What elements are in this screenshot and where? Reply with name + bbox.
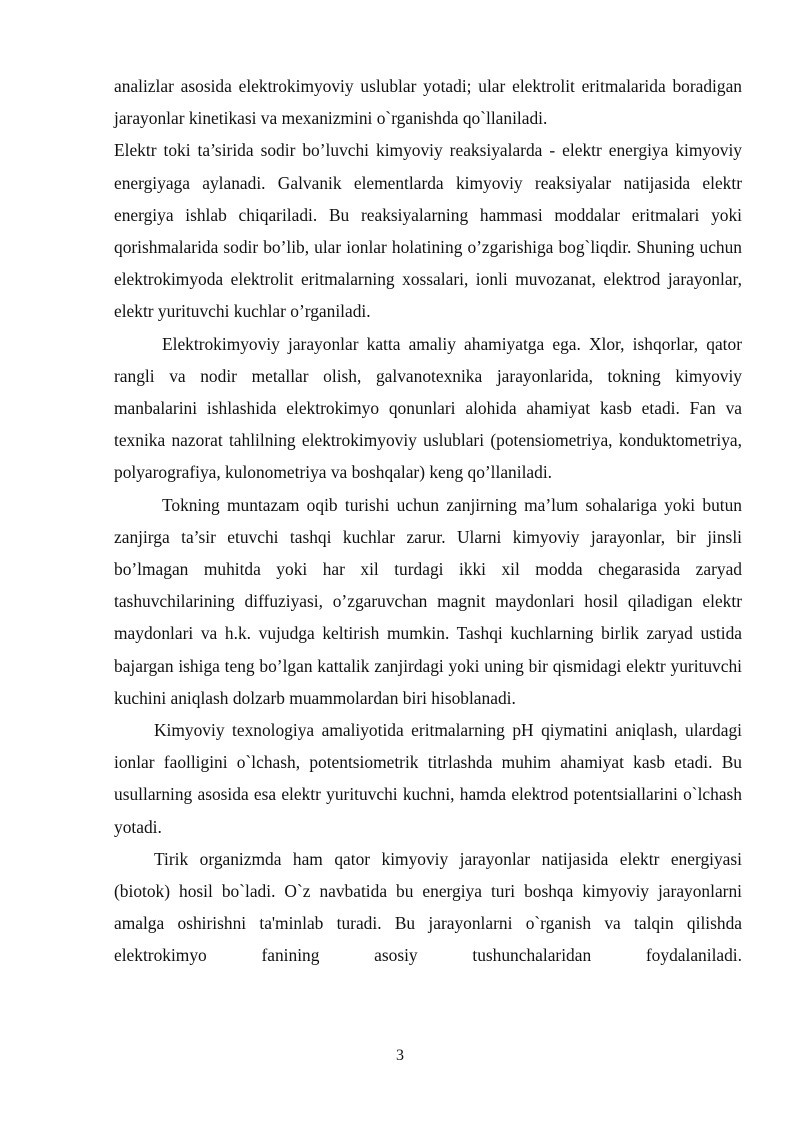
paragraph-electric-current: Elektr toki ta’sirida sodir bo’luvchi kimyoviy reaksiyalarda - elektr energiya kimyoviy energiyaga aylanadi. Galvanik elementlarda kimyoviy reaksiyalar natijasida elektr energiya ishlab chiqariladi. Bu reaksiyalarning hammasi moddalar eritmalari yoki qorishmalarida sodir bo’lib, ular ionlar holatining o’zgarishiga bog`liqdir. Shuning uchun elektrokimyoda elektrolit eritmalarning xossalari, ionli muvozanat, elektrod jarayonlar, elektr yurituvchi kuchlar o’rganiladi. — [114, 140, 742, 322]
paragraph-external-forces: Tokning muntazam oqib turishi uchun zanjirning ma’lum sohalariga yoki butun zanjirga ta’sir etuvchi tashqi kuchlar zarur. Ularni kimyoviy jarayonlar, bir jinsli bo’lmagan muhitda yoki har xil turdagi ikki xil modda chegarasida zaryad tashuvchilarining diffuziyasi, o’zgaruvchan magnit maydonlari hosil qiladigan elektr maydonlari va h.k. vujudga keltirish mumkin. Tashqi kuchlarning birlik zaryad ustida bajargan ishiga teng bo’lgan kattalik zanjirdagi yoki uning bir qismidagi elektr yurituvchi kuchini aniqlash dolzarb muammolardan biri hisoblanadi. — [114, 494, 742, 708]
paragraph-living-organism: Tirik organizmda ham qator kimyoviy jarayonlar natijasida elektr energiyasi (biotok) hosil bo`ladi. O`z navbatida bu energiya turi boshqa kimyoviy jarayonlarni amalga oshirishni ta'minlab turadi. Bu jarayonlarni o`rganish va talqin qilishda elektrokimyo fanining asosiy tushunchalaridan foydalaniladi. — [114, 848, 742, 966]
page-number: 3 — [396, 1047, 404, 1064]
body-text — [114, 70, 742, 972]
paragraph-chemical-technology: Kimyoviy texnologiya amaliyotida eritmalarning pH qiymatini aniqlash, ulardagi ionlar faolligini o`lchash, potentsiometrik titrlashda muhim ahamiyat kasb etadi. Bu usullarning asosida esa elektr yurituvchi kuchni, hamda elektrod potentsiallarini o`lchash yotadi. — [114, 720, 742, 837]
paragraph-analysis-methods: analizlar asosida elektrokimyoviy uslublar yotadi; ular elektrolit eritmalarida boradigan jarayonlar kinetikasi va mexanizmini o`rganishda qo`llaniladi. — [114, 76, 742, 129]
paragraph-practical-importance: Elektrokimyoviy jarayonlar katta amaliy ahamiyatga ega. Xlor, ishqorlar, qator rangli va nodir metallar olish, galvanotexnika jarayonlarida, tokning kimyoviy manbalarini ishlashida elektrokimyo qonunlari alohida ahamiyat kasb etadi. Fan va texnika nazorat tahlilning elektrokimyoviy uslublari (potensiometriya, konduktometriya, polyarografiya, kulonometriya va boshqalar) keng qo’llaniladi. — [114, 333, 742, 483]
